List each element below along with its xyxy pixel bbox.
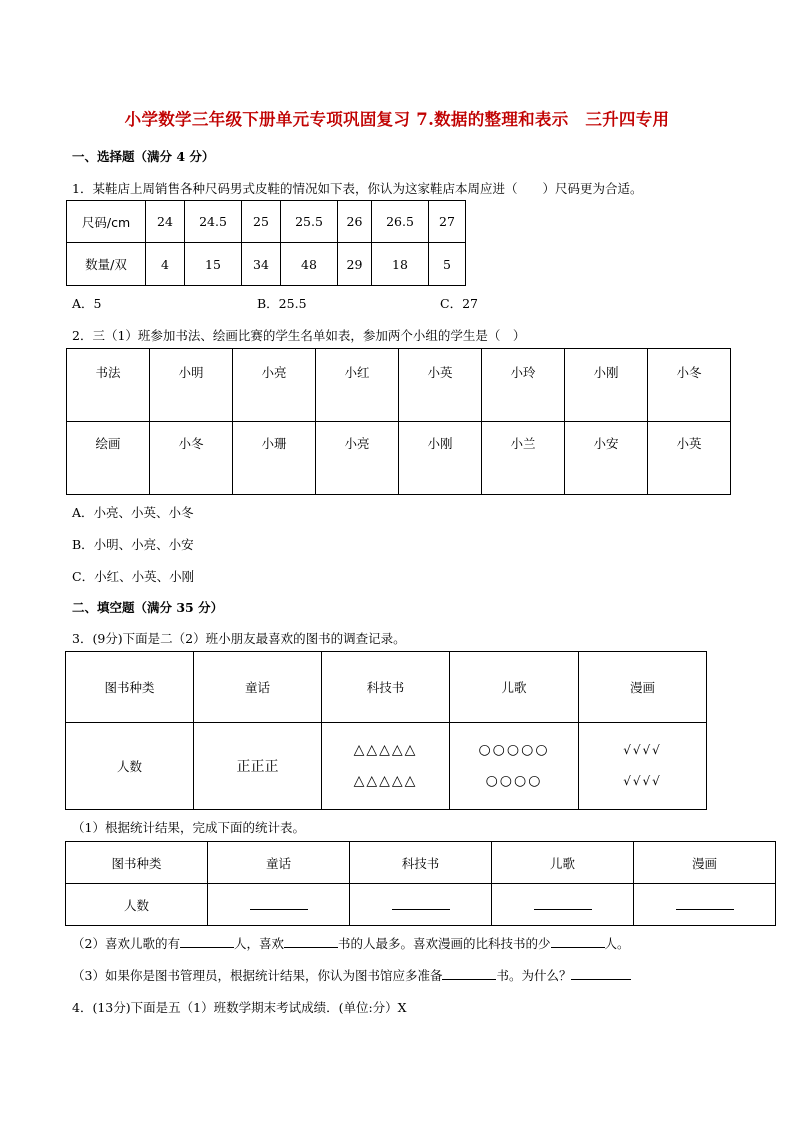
answer-blank-keji[interactable] xyxy=(350,884,492,926)
table-cell: 小刚 xyxy=(399,422,482,495)
table-header: 科技书 xyxy=(322,652,450,723)
table-cell: 29 xyxy=(338,243,372,286)
answer-blank-erge[interactable] xyxy=(492,884,634,926)
table-cell: 27 xyxy=(429,201,466,243)
answer-blank-tonghua[interactable] xyxy=(208,884,350,926)
question-3-text: 3．(9分)下面是二（2）班小朋友最喜欢的图书的调查记录。 xyxy=(72,631,406,646)
sub-question-3 xyxy=(72,966,631,984)
answer-blank[interactable] xyxy=(442,967,496,980)
contest-roster-table xyxy=(66,348,731,495)
table-header: 漫画 xyxy=(579,652,707,723)
answer-blank[interactable] xyxy=(284,935,338,948)
table-header: 科技书 xyxy=(350,842,492,884)
question-1-text: 1．某鞋店上周销售各种尺码男式皮鞋的情况如下表，你认为这家鞋店本周应进（ ）尺码更为合适。 xyxy=(72,181,643,196)
page-title: 小学数学三年级下册单元专项巩固复习 7.数据的整理和表示 三升四专用 xyxy=(124,110,670,129)
table-cell: 尺码/cm xyxy=(67,201,146,243)
table-cell: 24.5 xyxy=(185,201,242,243)
table-cell: 小刚 xyxy=(565,349,648,422)
shoe-size-table xyxy=(66,200,466,286)
table-cell: 绘画 xyxy=(67,422,150,495)
option-b[interactable]: B．25.5 xyxy=(257,296,307,311)
table-header: 图书种类 xyxy=(66,842,208,884)
table-cell: 24 xyxy=(146,201,185,243)
tally-keji xyxy=(322,723,450,810)
tally-erge xyxy=(450,723,579,810)
text-segment: 人，喜欢 xyxy=(233,936,284,951)
table-cell: 小英 xyxy=(399,349,482,422)
table-cell: 小冬 xyxy=(150,422,233,495)
tally-tonghua: 正正正 xyxy=(194,723,322,810)
table-cell: 小红 xyxy=(316,349,399,422)
book-survey-table xyxy=(65,651,707,810)
row-label: 人数 xyxy=(66,723,194,810)
table-cell: 小亮 xyxy=(316,422,399,495)
sub-question-1: （1）根据统计结果，完成下面的统计表。 xyxy=(72,820,305,835)
table-cell: 小明 xyxy=(150,349,233,422)
table-cell: 4 xyxy=(146,243,185,286)
sub-question-2 xyxy=(72,934,630,952)
table-cell: 小亮 xyxy=(233,349,316,422)
answer-blank[interactable] xyxy=(180,935,234,948)
section-heading-choice: 一、选择题（满分 4 分） xyxy=(72,149,215,164)
table-cell: 小兰 xyxy=(482,422,565,495)
table-cell: 5 xyxy=(429,243,466,286)
tally-line: △△△△△ xyxy=(353,742,418,758)
table-header: 儿歌 xyxy=(492,842,634,884)
table-cell: 34 xyxy=(242,243,281,286)
answer-blank[interactable] xyxy=(571,967,631,980)
table-header: 童话 xyxy=(194,652,322,723)
tally-line: √√√√ xyxy=(623,774,662,788)
option-a[interactable]: A．小亮、小英、小冬 xyxy=(72,505,194,520)
table-cell: 数量/双 xyxy=(67,243,146,286)
option-c[interactable]: C．小红、小英、小刚 xyxy=(72,569,195,584)
table-cell: 25.5 xyxy=(281,201,338,243)
table-cell: 26.5 xyxy=(372,201,429,243)
table-cell: 小冬 xyxy=(648,349,731,422)
table-cell: 小英 xyxy=(648,422,731,495)
question-2-text: 2．三（1）班参加书法、绘画比赛的学生名单如表，参加两个小组的学生是（ ） xyxy=(72,328,526,343)
table-cell: 48 xyxy=(281,243,338,286)
table-cell: 25 xyxy=(242,201,281,243)
question-4-text: 4．(13分)下面是五（1）班数学期末考试成绩．(单位:分）X xyxy=(72,1000,407,1015)
text-segment: （3）如果你是图书管理员，根据统计结果，你认为图书馆应多准备 xyxy=(72,968,443,983)
tally-line: √√√√ xyxy=(623,743,662,757)
option-a[interactable]: A．5 xyxy=(72,296,102,311)
table-cell: 小玲 xyxy=(482,349,565,422)
table-cell: 书法 xyxy=(67,349,150,422)
answer-blank-manhua[interactable] xyxy=(634,884,776,926)
book-stat-table xyxy=(65,841,776,926)
text-segment: 书的人最多。喜欢漫画的比科技书的少 xyxy=(337,936,551,951)
table-cell: 小珊 xyxy=(233,422,316,495)
option-c[interactable]: C．27 xyxy=(440,296,478,311)
text-segment: （2）喜欢儿歌的有 xyxy=(72,936,180,951)
tally-line: △△△△△ xyxy=(353,773,418,789)
section-heading-fill: 二、填空题（满分 35 分） xyxy=(72,600,224,615)
table-header: 儿歌 xyxy=(450,652,579,723)
table-header: 童话 xyxy=(208,842,350,884)
table-cell: 18 xyxy=(372,243,429,286)
answer-blank[interactable] xyxy=(551,935,605,948)
table-header: 图书种类 xyxy=(66,652,194,723)
tally-line: ○○○○ xyxy=(485,773,543,789)
table-cell: 26 xyxy=(338,201,372,243)
table-cell: 小安 xyxy=(565,422,648,495)
table-header: 漫画 xyxy=(634,842,776,884)
tally-line: ○○○○○ xyxy=(478,742,550,758)
option-b[interactable]: B．小明、小亮、小安 xyxy=(72,537,194,552)
text-segment: 人。 xyxy=(604,936,630,951)
row-label: 人数 xyxy=(66,884,208,926)
tally-manhua xyxy=(579,723,707,810)
text-segment: 书。为什么？ xyxy=(496,968,572,983)
table-cell: 15 xyxy=(185,243,242,286)
